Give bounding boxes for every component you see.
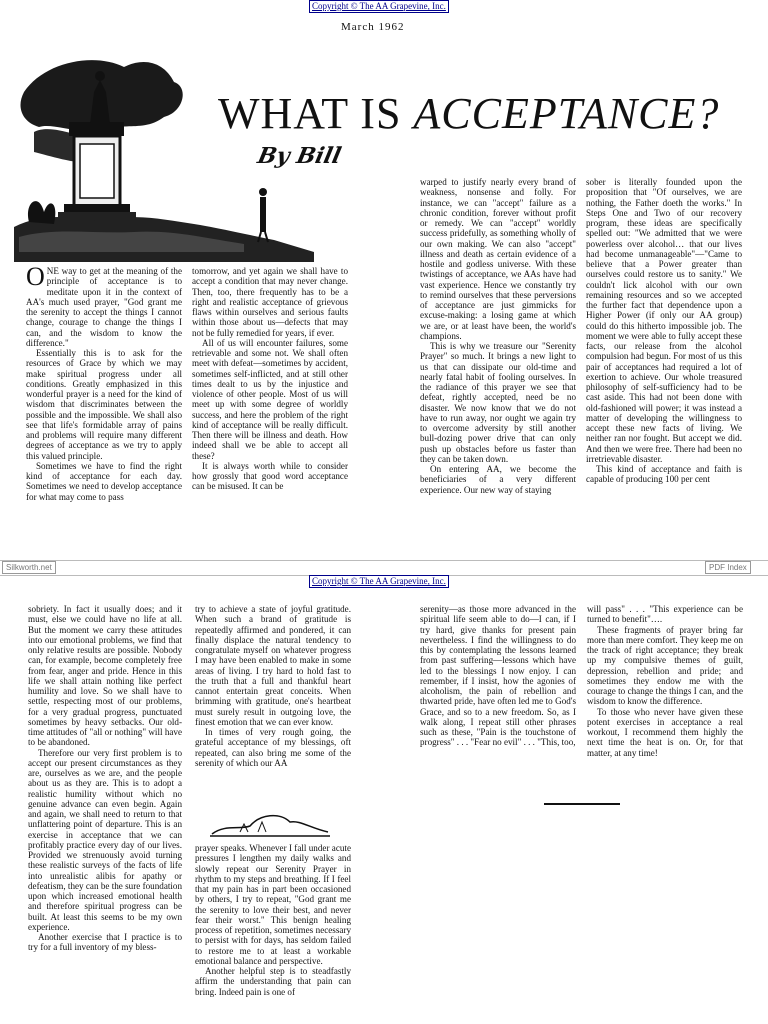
copyright-link-mid[interactable]: Copyright © The AA Grapevine, Inc. — [309, 575, 449, 588]
paragraph: sobriety. In fact it usually does; and it must, else we could have no life at all. But the moment we carry these attitudes into our emotional problems, we find that only relative results are possible. Nobody can, for example, become completely free from fear, anger and pride. Hence in this life we shall attain nothing like perfect humility and love. So we shall have to settle, respecting most of our problems, for a very gradual progress, punctuated sometimes by heavy setbacks. Our old-time attitudes of "all or nothing" will have to be abandoned. — [28, 604, 182, 748]
page2-column-1 — [28, 604, 182, 953]
page2-column-2-bottom — [195, 843, 351, 997]
copyright-link-top[interactable]: Copyright © The AA Grapevine, Inc. — [309, 0, 449, 13]
author-byline: By Bill — [255, 143, 344, 169]
pdf-index-link[interactable]: PDF Index — [705, 561, 751, 574]
paragraph: sober is literally founded upon the proposition that "Of ourselves, we are nothing, the Father doeth the works." In Steps One and Two of our recovery program, these ideas are specifically spelled out: "We admitted that we were powerless over alcohol… that our lives had become unmanageable"—"Came to believe that a Power greater than ourselves could restore us to sanity." We couldn't lick alcohol with our own remaining resources and so we accepted the further fact that dependence upon a Higher Power (if only our AA group) could do this hitherto impossible job. The moment we were able to fully accept these facts, our release from the alcohol compulsion had begun. For most of us this pair of acceptances had required a lot of exertion to achieve. Our whole treasured philosophy of self-sufficiency had to be cast aside. This had not been done with old-fashioned will power; it was instead a matter of developing the willingness to accept these new facts of living. We neither ran nor fought. But accept we did. And then we were free. There had been no irretrievable disaster. — [586, 177, 742, 464]
paragraph: Another exercise that I practice is to try for a full inventory of my bless- — [28, 932, 182, 953]
title-plain: WHAT IS — [218, 89, 402, 138]
paragraph: will pass" . . . "This experience can be turned to benefit"…. — [587, 604, 743, 625]
paragraph: In times of very rough going, the grateful acceptance of my blessings, oft repeated, can also bring me some of the serenity of which our AA — [195, 727, 351, 768]
page2-column-3 — [420, 604, 576, 748]
paragraph: This is why we treasure our "Serenity Prayer" so much. It brings a new light to us that can dissipate our old-time and nearly fatal habit of fooling ourselves. In the radiance of this prayer we see that defeat, rightly accepted, need be no disaster. We now know that we do not have to run away, nor ought we again try to overcome adversity by still another bull-dozing power drive that can only push up obstacles before us faster than they can be taken down. — [420, 341, 576, 464]
page2-column-4 — [587, 604, 743, 758]
paragraph: Another helpful step is to steadfastly affirm the understanding that pain can bring. Indeed pain is one of — [195, 966, 351, 997]
paragraph: tomorrow, and yet again we shall have to accept a condition that may never change. Then, too, there frequently has to be a right and realistic acceptance of grievous flaws within ourselves and serious faults within those about us—defects that may not be fully remedied for years, if ever. — [192, 266, 348, 338]
paragraph: serenity—as those more advanced in the spiritual life seem able to do—I can, if I try hard, give thanks for present pain nevertheless. I find the willingness to do this by contemplating the lessons learned from past suffering—lessons which have led to the blessings I now enjoy. I can remember, if I insist, how the agonies of alcoholism, the pain of rebellion and thwarted pride, have often led me to God's Grace, and so to a new freedom. So, as I walk along, I repeat still other phrases such as these, "Pain is the touchstone of progress" . . . "Fear no evil" . . . "This, too, — [420, 604, 576, 748]
silkworth-link[interactable]: Silkworth.net — [2, 561, 56, 574]
issue-date: March 1962 — [341, 21, 405, 33]
paragraph: This kind of acceptance and faith is capable of producing 100 per cent — [586, 464, 742, 485]
title-italic: ACCEPTANCE? — [413, 89, 720, 138]
page-divider — [0, 560, 768, 576]
landscape-sketch — [210, 810, 330, 838]
paragraph: These fragments of prayer bring far more than mere comfort. They keep me on the track of right acceptance; they break up my compulsive themes of guilt, depression, rebellion and pride; and sometimes they endow me with the courage to change the things I can, and the wisdom to know the difference. — [587, 624, 743, 707]
paragraph: To those who never have given these potent exercises in acceptance a real workout, I recommend them highly the next time the heat is on. Or, for that matter, at any time! — [587, 706, 743, 758]
paragraph: Therefore our very first problem is to accept our present circumstances as they are, ourselves as we are, and the people about us as they are. This is to adopt a realistic humility without which no genuine advance can even begin. Again and again, we shall need to return to that unflattering point of departure. This is an exercise in acceptance that we can profitably practice every day of our lives. Provided we strenuously avoid turning these realistic surveys of the facts of life into unrealistic alibis for apathy or defeatism, they can be the sure foundation upon which increased emotional health and therefore spiritual progress can be built. At least this seems to be my own experience. — [28, 747, 182, 932]
paragraph: All of us will encounter failures, some retrievable and some not. We shall often meet with defeat—sometimes by accident, sometimes self-inflicted, and at still other times dealt to us by the injustice and violence of other people. Most of us will meet up with some degree of worldly success, and here the problem of the right kind of acceptance will be really difficult. Then there will be illness and death. How indeed shall we be able to accept all these? — [192, 337, 348, 461]
page1-column-2 — [192, 266, 348, 492]
paragraph: On entering AA, we become the beneficiaries of a very different experience. Our new way of staying — [420, 464, 576, 495]
page1-column-4 — [586, 177, 742, 485]
article-title — [218, 89, 720, 138]
page1-column-1 — [26, 262, 182, 502]
paragraph: prayer speaks. Whenever I fall under acute pressures I lengthen my daily walks and slowly repeat our Serenity Prayer in rhythm to my steps and breathing. If I feel that my pain has in part been occasioned by others, I try to repeat, "God grant me the serenity to love their best, and never fear their worst." This benign healing process of repetition, sometimes necessary to persist with for days, has seldom failed to restore me to at least a workable emotional balance and perspective. — [195, 843, 351, 966]
paragraph: Essentially this is to ask for the resources of Grace by which we may make spiritual progress under all conditions. Greatly emphasized in this wonderful prayer is a need for the kind of wisdom that discriminates between the possible and the impossible. We shall also see that life's formidable array of pains and problems will require many different degrees of acceptance as we try to apply this valued principle. — [26, 348, 182, 461]
page2-column-2-top — [195, 604, 351, 768]
end-rule — [544, 803, 620, 805]
paragraph: ONE way to get at the meaning of the principle of acceptance is to meditate upon it in the context of AA's much used prayer, "God grant me the serenity to accept the things I cannot change, courage to change the things I can, and the wisdom to know the difference." — [26, 262, 182, 348]
paragraph: It is always worth while to consider how grossly that good word acceptance can be misused. It can be — [192, 460, 348, 492]
page1-column-3 — [420, 177, 576, 495]
paragraph: try to achieve a state of joyful gratitude. When such a brand of gratitude is repeatedly affirmed and pondered, it can finally displace the natural tendency to congratulate myself on whatever progress I may have been enabled to make in some areas of living. I try hard to hold fast to the truth that a full and thankful heart cannot entertain great conceits. When brimming with gratitude, one's heartbeat must surely result in outgoing love, the finest emotion that we can ever know. — [195, 604, 351, 727]
paragraph: Sometimes we have to find the right kind of acceptance for each day. Sometimes we need to develop acceptance for what may come to pass — [26, 460, 182, 502]
paragraph: warped to justify nearly every brand of weakness, nonsense and folly. For instance, we can "accept" failure as a chronic condition, forever without profit or remedy. We can "accept" worldly success pridefully, as something wholly of our own making. We can also "accept" illness and death as certain evidence of a hostile and godless universe. With these twistings of acceptance, we AAs have had vast experience. Hence we constantly try to remind ourselves that these perversions of acceptance are just gimmicks for excuse-making: a losing game at which we are, or at least have been, the world's champions. — [420, 177, 576, 341]
